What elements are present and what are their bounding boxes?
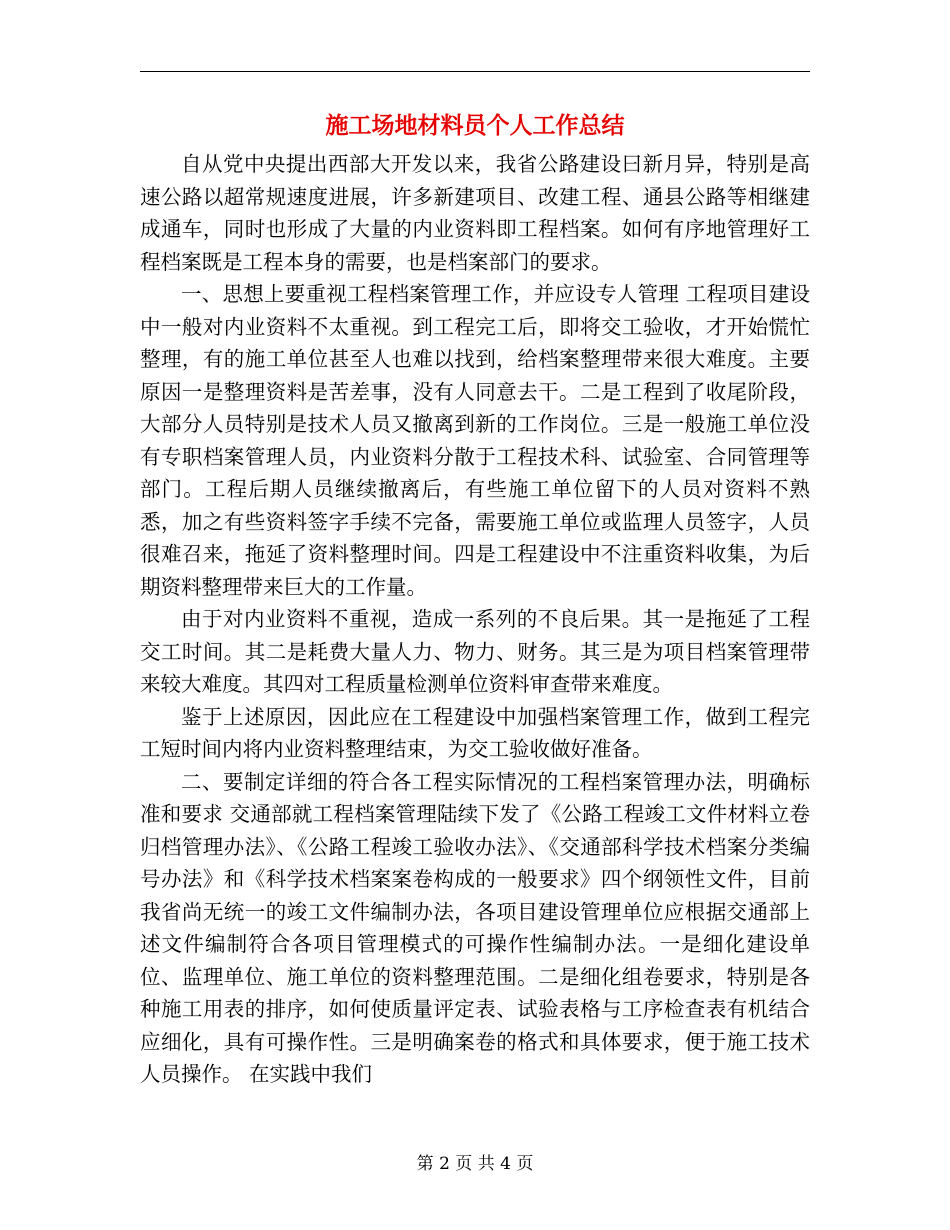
paragraph-3: 由于对内业资料不重视，造成一系列的不良后果。其一是拖延了工程交工时间。其二是耗费大量人力、物力、财务。其三是为项目档案管理带来较大难度。其四对工程质量检测单位资料审查带来难度。 <box>140 607 810 696</box>
paragraph-5: 二、要制定详细的符合各工程实际情况的工程档案管理办法，明确标准和要求 交通部就工程档案管理陆续下发了《公路工程竣工文件材料立卷归档管理办法》、《公路工程竣工验收办法》、《交通部科学技术档案分类编号办法》和《科学技术档案案卷构成的一般要求》四个纲领性文件，目前我省尚无统一的竣工文件编制办法，各项目建设管理单位应根据交通部上述文件编制符合各项目管理模式的可操作性编制办法。一是细化建设单位、监理单位、施工单位的资料整理范围。二是细化组卷要求，特别是各种施工用表的排序，如何使质量评定表、试验表格与工序检查表有机结合应细化，具有可操作性。三是明确案卷的格式和具体要求，便于施工技术人员操作。 在实践中我们 <box>140 769 810 1086</box>
page-number-footer: 第 2 页 共 4 页 <box>416 1154 534 1174</box>
header-rule <box>140 71 810 72</box>
paragraph-1: 自从党中央提出西部大开发以来，我省公路建设曰新月异，特别是高速公路以超常规速度进展，许多新建项目、改建工程、通县公路等相继建成通车，同时也形成了大量的内业资料即工程档案。如何有序地管理好工程档案既是工程本身的需要，也是档案部门的要求。 <box>140 152 810 274</box>
paragraph-2: 一、思想上要重视工程档案管理工作，并应设专人管理 工程项目建设中一般对内业资料不太重视。到工程完工后，即将交工验收，才开始慌忙整理，有的施工单位甚至人也难以找到，给档案整理带来很大难度。主要原因一是整理资料是苦差事，没有人同意去干。二是工程到了收尾阶段，大部分人员特别是技术人员又撤离到新的工作岗位。三是一般施工单位没有专职档案管理人员，内业资料分散于工程技术科、试验室、合同管理等部门。工程后期人员继续撤离后，有些施工单位留下的人员对资料不熟悉，加之有些资料签字手续不完备，需要施工单位或监理人员签字，人员很难召来，拖延了资料整理时间。四是工程建设中不注重资料收集，为后期资料整理带来巨大的工作量。 <box>140 282 810 599</box>
paragraph-4: 鉴于上述原因，因此应在工程建设中加强档案管理工作，做到工程完工短时间内将内业资料整理结束，为交工验收做好准备。 <box>140 704 810 761</box>
document-title: 施工场地材料员个人工作总结 <box>325 112 625 139</box>
document-body <box>140 148 810 1091</box>
